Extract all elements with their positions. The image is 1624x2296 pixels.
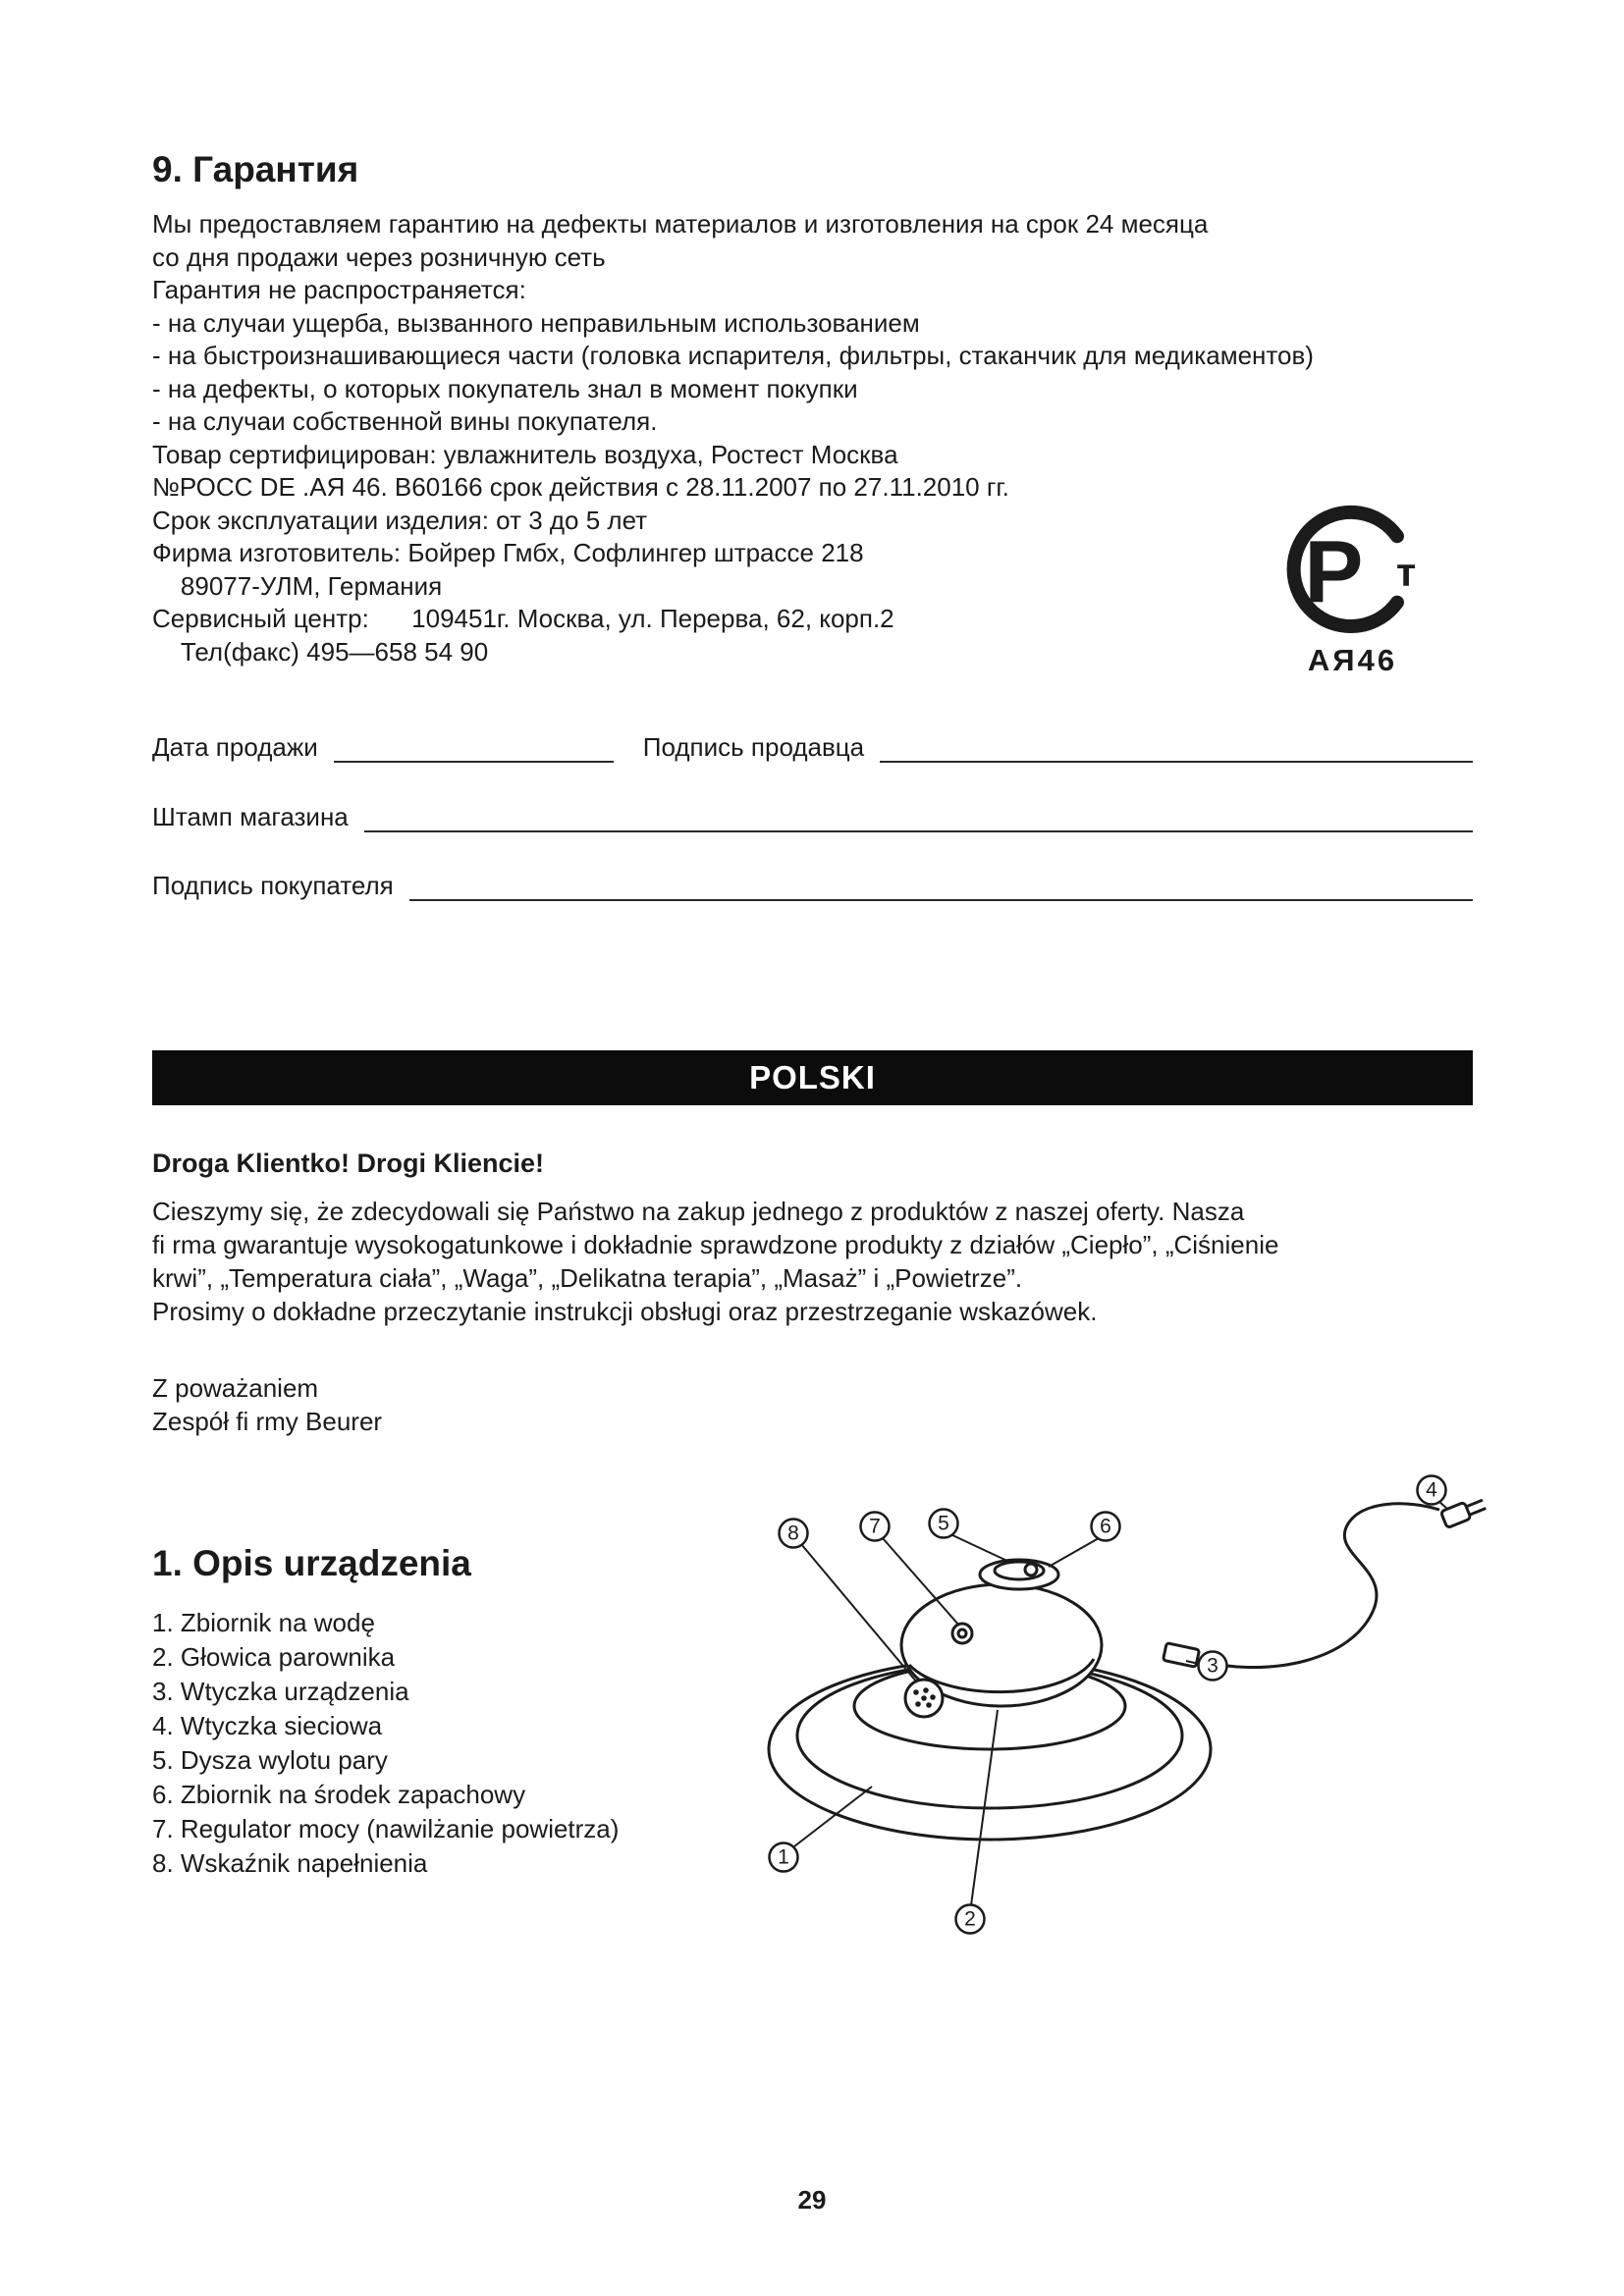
language-banner — [152, 1050, 1473, 1105]
greeting-line: fi rma gwarantuje wysokogatunkowe i dokładnie sprawdzone produkty z działów „Ciepło”, „Ciśnienie — [152, 1230, 1279, 1259]
page-number: 29 — [797, 2185, 827, 2215]
callout-1 — [770, 1843, 798, 1872]
sale-date-line — [334, 731, 614, 763]
closing-line: Zespół fi rmy Beurer — [152, 1407, 383, 1436]
store-stamp-row — [152, 801, 1473, 832]
device-list-item: 8. Wskaźnik napełnienia — [152, 1848, 428, 1878]
svg-text:2: 2 — [964, 1907, 976, 1931]
warranty-line: - на дефекты, о которых покупатель знал в момент покупки — [152, 373, 858, 403]
warranty-line: Товар сертифицирован: увлажнитель воздуха, Ростест Москва — [152, 439, 898, 469]
rostest-certification-icon — [1265, 496, 1441, 641]
svg-text:6: 6 — [1100, 1515, 1111, 1538]
power-cord — [1164, 1495, 1488, 1667]
greeting-paragraph — [152, 1195, 1478, 1328]
buyer-signature-line — [409, 870, 1473, 901]
mains-plug-icon — [1440, 1495, 1488, 1527]
warranty-line: Тел(факс) 495—658 54 90 — [152, 636, 489, 667]
store-stamp-line — [364, 801, 1473, 832]
sale-date-row — [152, 731, 1473, 763]
callout-6 — [1092, 1513, 1120, 1541]
svg-text:1: 1 — [778, 1845, 789, 1869]
device-list-item: 2. Głowica parownika — [152, 1642, 396, 1672]
warranty-line: со дня продажи через розничную сеть — [152, 241, 606, 272]
svg-text:7: 7 — [869, 1515, 881, 1538]
device-list-item: 1. Zbiornik na wodę — [152, 1608, 375, 1637]
warranty-line: Срок эксплуатации изделия: от 3 до 5 лет — [152, 505, 648, 535]
warranty-line: Мы предоставляем гарантию на дефекты материалов и изготовления на срок 24 месяца — [152, 209, 1209, 239]
svg-text:8: 8 — [787, 1522, 799, 1545]
seller-signature-label: Подпись продавца — [642, 732, 865, 762]
warranty-line: - на случаи ущерба, вызванного неправильным использованием — [152, 307, 920, 338]
device-list-item: 6. Zbiornik na środek zapachowy — [152, 1780, 526, 1809]
language-banner-label: POLSKI — [749, 1059, 876, 1095]
warranty-line: №РОСС DE .АЯ 46. В60166 срок действия с 28.11.2007 по 27.11.2010 гг. — [152, 472, 1009, 502]
device-list-item: 3. Wtyczka urządzenia — [152, 1677, 409, 1706]
seller-signature-line — [880, 731, 1473, 763]
buyer-signature-row — [152, 870, 1473, 901]
device-list-item: 5. Dysza wylotu pary — [152, 1745, 388, 1775]
device-description-title: 1. Opis urządzenia — [152, 1543, 471, 1583]
certification-mark — [1252, 496, 1453, 678]
warranty-line: Гарантия не распространяется: — [152, 275, 526, 304]
svg-text:5: 5 — [938, 1512, 949, 1535]
svg-text:т: т — [1395, 549, 1416, 595]
callout-8 — [780, 1520, 808, 1548]
certification-code: АЯ46 — [1307, 643, 1398, 677]
device-description-section — [152, 1543, 741, 1881]
store-stamp-label: Штамп магазина — [152, 802, 349, 831]
warranty-line: Фирма изготовитель: Бойрер Гмбх, Софлингер штрассе 218 — [152, 538, 864, 567]
callout-4 — [1418, 1476, 1446, 1505]
warranty-line: - на быстроизнашивающиеся части (головка испарителя, фильтры, стаканчик для медикаментов) — [152, 341, 1314, 370]
greeting-line: Cieszymy się, że zdecydowali się Państwo na zakup jednego z produktów z naszej oferty. Nasza — [152, 1197, 1245, 1226]
warranty-line: - на случаи собственной вины покупателя. — [152, 406, 658, 436]
buyer-signature-label: Подпись покупателя — [152, 871, 394, 900]
callout-7 — [861, 1513, 890, 1541]
sale-date-label: Дата продажи — [152, 732, 318, 762]
warranty-title: 9. Гарантия — [152, 149, 359, 189]
svg-text:3: 3 — [1207, 1654, 1218, 1678]
closing-line: Z poważaniem — [152, 1373, 319, 1403]
callout-2 — [956, 1905, 985, 1934]
svg-text:Р: Р — [1303, 523, 1363, 622]
callout-5 — [930, 1510, 958, 1538]
greeting-line: krwi”, „Temperatura ciała”, „Waga”, „Delikatna terapia”, „Masaż” i „Powietrze”. — [152, 1263, 1023, 1293]
greeting-title: Droga Klientko! Drogi Kliencie! — [152, 1148, 545, 1178]
device-list-item: 7. Regulator mocy (nawilżanie powietrza) — [152, 1814, 620, 1843]
humidifier-illustration — [715, 1425, 1512, 1948]
warranty-line: Сервисный центр: 109451г. Москва, ул. Перерва, 62, корп.2 — [152, 604, 894, 633]
greeting-line: Prosimy o dokładne przeczytanie instrukcji obsługi oraz przestrzeganie wskazówek. — [152, 1297, 1098, 1326]
polish-greeting-section — [152, 1148, 1478, 1438]
device-list-item: 4. Wtyczka sieciowa — [152, 1711, 383, 1740]
warranty-line: 89077-УЛМ, Германия — [152, 570, 443, 601]
svg-text:4: 4 — [1426, 1478, 1437, 1502]
callout-3 — [1199, 1652, 1227, 1681]
